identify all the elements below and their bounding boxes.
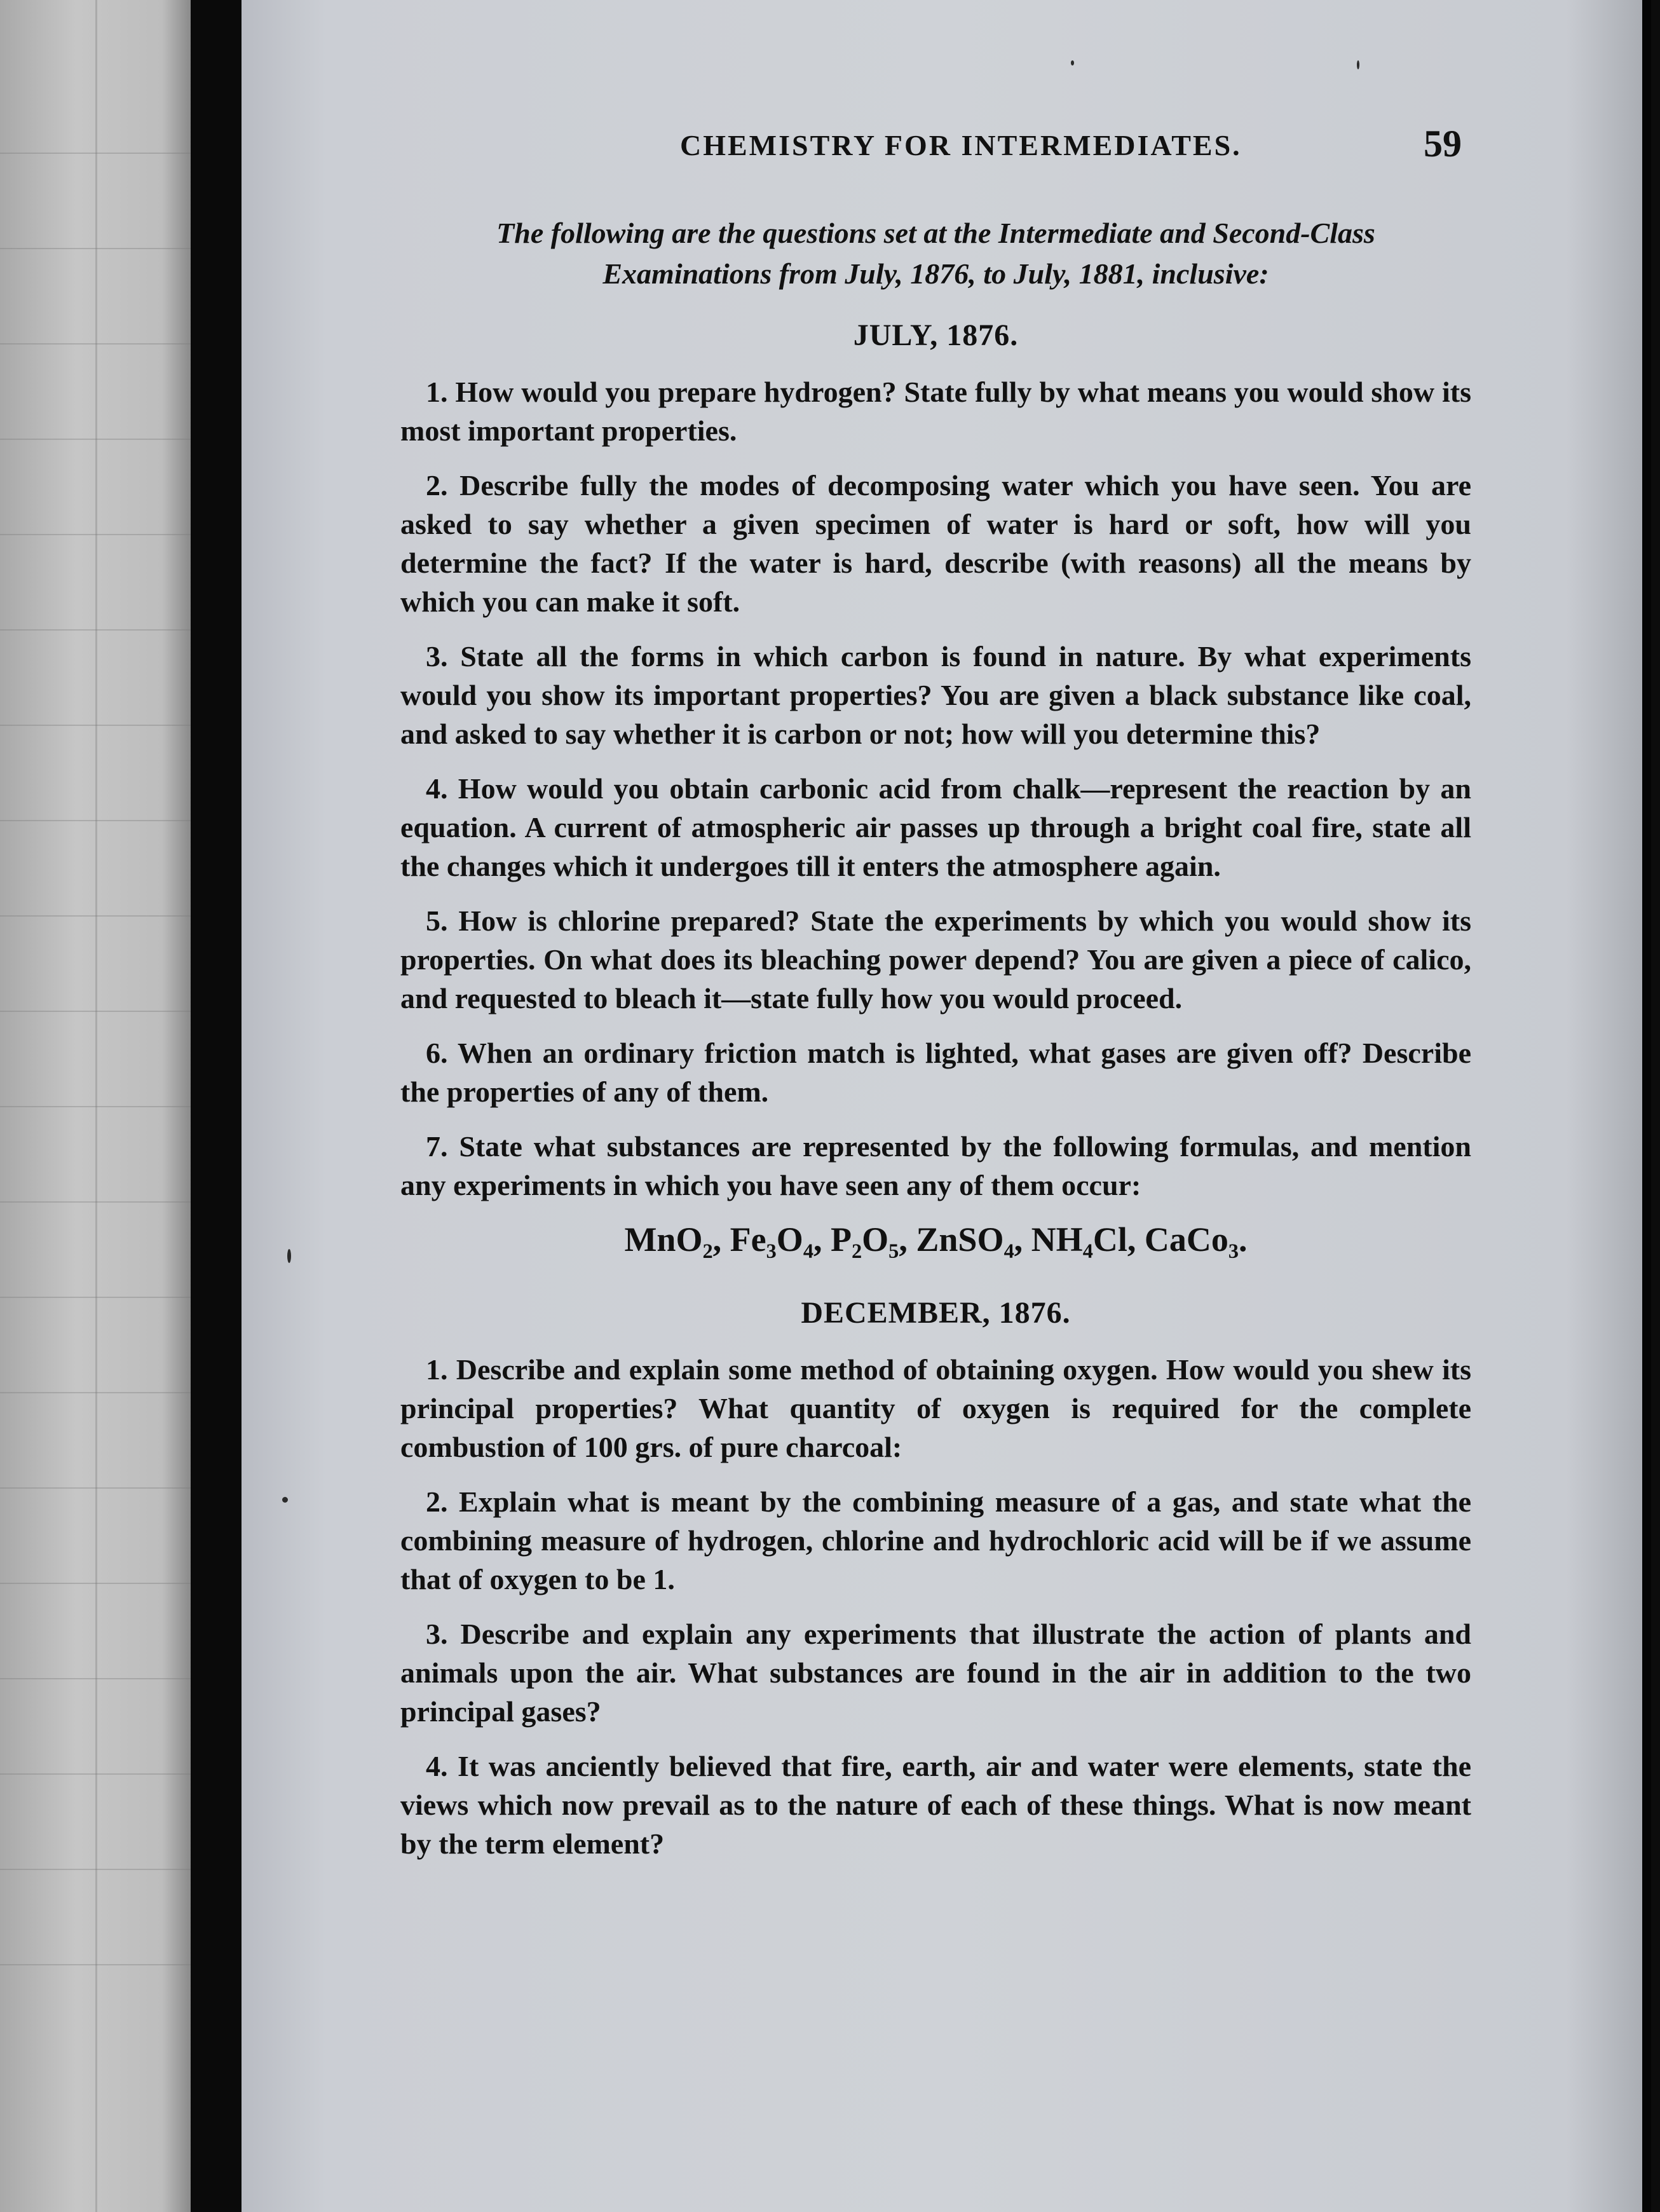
facing-page-rule (0, 1678, 191, 1679)
question-paragraph: 7. State what substances are represented by the following formulas, and mention any experiments in which you have seen any of them occur: (400, 1130, 1471, 1201)
book-gutter (191, 0, 242, 2212)
question-paragraph: 1. Describe and explain some method of obtaining oxygen. How would you shew its principal properties? What quantity of oxygen is required for the complete combustion of 100 grs. of pure charcoal: (400, 1353, 1471, 1463)
running-head: CHEMISTRY FOR INTERMEDIATES. (680, 129, 1242, 161)
question-paragraph: 3. Describe and explain any experiments that illustrate the action of plants and animals upon the air. What substances are found in the air in addition to the two principal gases? (400, 1618, 1471, 1728)
facing-page-rule (0, 1392, 191, 1393)
facing-page-edge (0, 0, 191, 2212)
facing-page-rule (0, 1106, 191, 1107)
facing-page-rule (0, 1773, 191, 1775)
facing-page-rule (0, 1964, 191, 1965)
facing-page-rule (0, 820, 191, 821)
facing-page-rule (0, 1487, 191, 1489)
facing-page-rule (0, 343, 191, 345)
facing-page-rule (0, 153, 191, 154)
facing-page-rule (0, 915, 191, 917)
scanned-page (242, 0, 1651, 2212)
section-heading: JULY, 1876. (853, 318, 1019, 352)
formula-line: MnO₂, Fe₃O₄, P₂O₅, ZnSO₄, NH₄Cl, CaCo₃. (624, 1220, 1248, 1259)
facing-page-rule (0, 534, 191, 535)
scan-speck (282, 1497, 288, 1503)
page-number: 59 (1424, 123, 1462, 165)
question-paragraph: 4. It was anciently believed that fire, earth, air and water were elements, state the views which now prevail as to the nature of each of these things. What is now meant by the term element? (400, 1750, 1471, 1860)
facing-page-rule (0, 248, 191, 249)
page-header (242, 122, 1651, 167)
facing-page-rule (0, 1011, 191, 1012)
intro-paragraph (400, 213, 1471, 294)
question-paragraph: 3. State all the forms in which carbon is found in nature. By what experiments would you show its important properties? You are given a black substance like coal, and asked to say whether it is carbon or not; how will you determine this? (400, 640, 1471, 750)
facing-page-rule (0, 725, 191, 726)
question-paragraph: 4. How would you obtain carbonic acid from chalk—represent the reaction by an equation. A current of atmospheric air passes up through a bright coal fire, state all the changes which it undergoes till it enters the atmosphere again. (400, 772, 1471, 882)
intro-line: Examinations from July, 1876, to July, 1881, inclusive: (602, 257, 1269, 290)
facing-page-rule (0, 1583, 191, 1584)
question-paragraph: 1. How would you prepare hydrogen? State fully by what means you would show its most important properties. (400, 376, 1471, 447)
facing-page-rule (0, 439, 191, 440)
scan-speck (1357, 60, 1359, 69)
question-paragraph: 2. Describe fully the modes of decomposing water which you have seen. You are asked to say whether a given specimen of water is hard or soft, how will you determine the fact? If the water is hard, describe (with reasons) all the means by which you can make it soft. (400, 469, 1471, 618)
facing-page-rule (0, 1201, 191, 1203)
question-paragraph: 6. When an ordinary friction match is lighted, what gases are given off? Describe the properties of any of them. (400, 1037, 1471, 1108)
section-heading: DECEMBER, 1876. (801, 1296, 1071, 1330)
question-paragraph: 5. How is chlorine prepared? State the experiments by which you would show its properties. On what does its bleaching power depend? You are given a piece of calico, and requested to bleach it—state fully how you would proceed. (400, 905, 1471, 1014)
scan-speck (287, 1249, 291, 1263)
facing-page-rule (0, 629, 191, 631)
scan-speck (1071, 60, 1074, 65)
facing-page-rule (0, 1297, 191, 1298)
intro-line: The following are the questions set at the Intermediate and Second-Class (496, 217, 1375, 249)
question-paragraph: 2. Explain what is meant by the combining measure of a gas, and state what the combining measure of hydrogen, chlorine and hydrochloric acid will be if we assume that of oxygen to be 1. (400, 1485, 1471, 1595)
page-edge-shadow (1642, 0, 1651, 2212)
page-body (400, 213, 1471, 1879)
facing-page-rule (0, 1869, 191, 1870)
